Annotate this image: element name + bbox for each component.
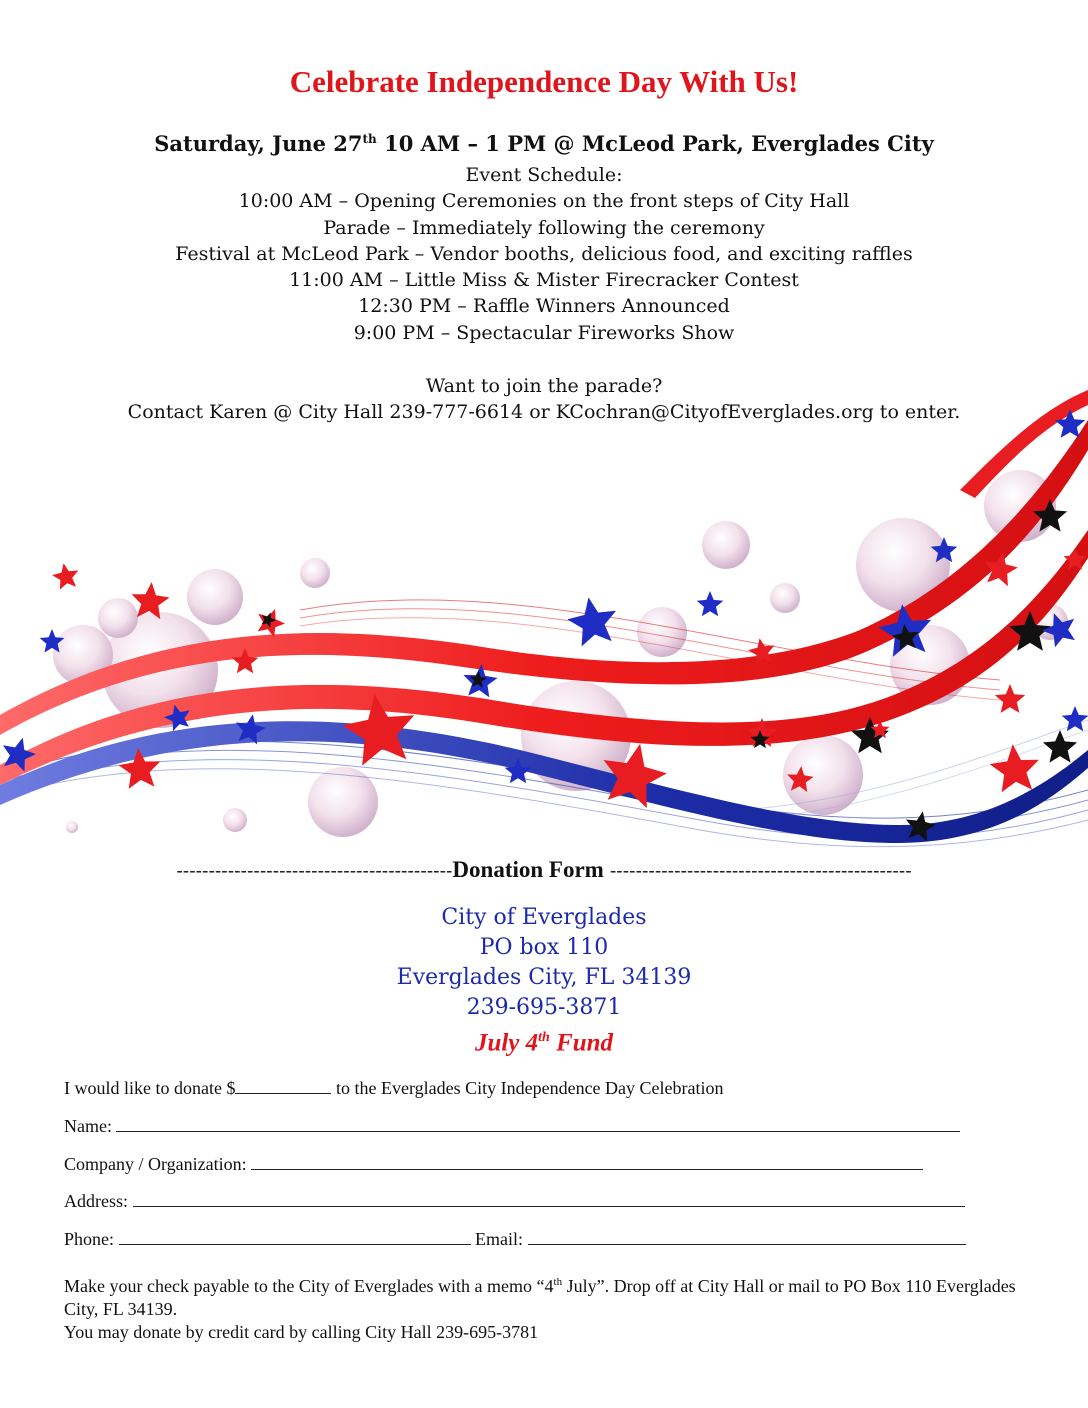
star-icon [697, 591, 724, 616]
company-field[interactable] [251, 1153, 923, 1170]
schedule-item: 11:00 AM – Little Miss & Mister Firecracker Contest [289, 269, 799, 292]
address-line: PO box 110 [479, 935, 609, 960]
email-label: Email: [475, 1229, 524, 1249]
fund-suffix: Fund [549, 1029, 614, 1057]
memo-ordinal: th [553, 1276, 563, 1288]
address-row [64, 1190, 965, 1212]
join-question: Want to join the parade? [425, 375, 663, 397]
star-icon [258, 609, 285, 638]
schedule-item: Parade – Immediately following the ceremony [323, 216, 765, 239]
donate-label: I would like to donate $ [64, 1078, 236, 1098]
email-field[interactable] [528, 1228, 966, 1245]
name-row [64, 1115, 960, 1137]
fund-prefix: July 4 [474, 1029, 539, 1057]
name-label: Name: [64, 1116, 112, 1136]
schedule-item: Festival at McLeod Park – Vendor booths, delicious food, and exciting raffles [175, 242, 913, 265]
event-time-location: 10 AM – 1 PM @ McLeod Park, Everglades City [376, 131, 934, 156]
address-line: City of Everglades [441, 905, 647, 930]
star-icon [567, 597, 616, 646]
join-contact[interactable]: Contact Karen @ City Hall 239-777-6614 or KCochran@CityofEverglades.org to enter. [127, 401, 961, 423]
address-phone: 239-695-3871 [466, 995, 622, 1020]
schedule-item: 9:00 PM – Spectacular Fireworks Show [353, 321, 735, 344]
star-icon [995, 684, 1025, 713]
flyer-title: Celebrate Independence Day With Us! [289, 64, 799, 99]
patriotic-banner-illustration [0, 380, 1088, 850]
donation-form-divider [0, 857, 1088, 883]
schedule-heading: Event Schedule: [465, 164, 623, 186]
schedule-item: 12:30 PM – Raffle Winners Announced [358, 295, 730, 318]
event-schedule [0, 162, 1088, 346]
company-row [64, 1153, 923, 1175]
divider-dashes-left: ------------------------------------------- [176, 860, 453, 882]
fund-ordinal: th [538, 1030, 550, 1045]
mailing-address [0, 903, 1088, 1058]
credit-card-instructions: You may donate by credit card by calling City Hall 239-695-3781 [64, 1322, 539, 1342]
fund-name [0, 1023, 1088, 1058]
event-date-location [0, 131, 1088, 156]
company-label: Company / Organization: [64, 1154, 247, 1174]
schedule-item: 10:00 AM – Opening Ceremonies on the front steps of City Hall [238, 190, 850, 213]
check-instructions [64, 1271, 1024, 1321]
divider-dashes-right: ----------------------------------------------- [603, 860, 912, 882]
star-icon [1043, 730, 1077, 763]
address-line: Everglades City, FL 34139 [396, 965, 692, 990]
donation-amount-row [64, 1077, 724, 1099]
star-icon [52, 563, 78, 589]
check-instructions-start: Make your check payable to the City of Everglades with a memo “4 [64, 1276, 554, 1296]
donation-amount-field[interactable] [235, 1077, 331, 1094]
phone-label: Phone: [64, 1229, 115, 1249]
address-field[interactable] [133, 1190, 965, 1207]
payment-instructions [64, 1271, 1024, 1344]
event-date: Saturday, June 27 [154, 131, 363, 156]
phone-email-row [64, 1228, 966, 1250]
phone-field[interactable] [119, 1228, 471, 1245]
check-instructions-end: July”. Drop off at City Hall or mail to PO Box 110 Everglades City, FL 34139. [64, 1276, 1016, 1319]
address-label: Address: [64, 1191, 128, 1211]
donate-purpose: to the Everglades City Independence Day Celebration [331, 1078, 724, 1098]
date-ordinal: th [362, 132, 377, 146]
donation-form-heading: Donation Form [452, 857, 604, 882]
name-field[interactable] [116, 1115, 960, 1132]
